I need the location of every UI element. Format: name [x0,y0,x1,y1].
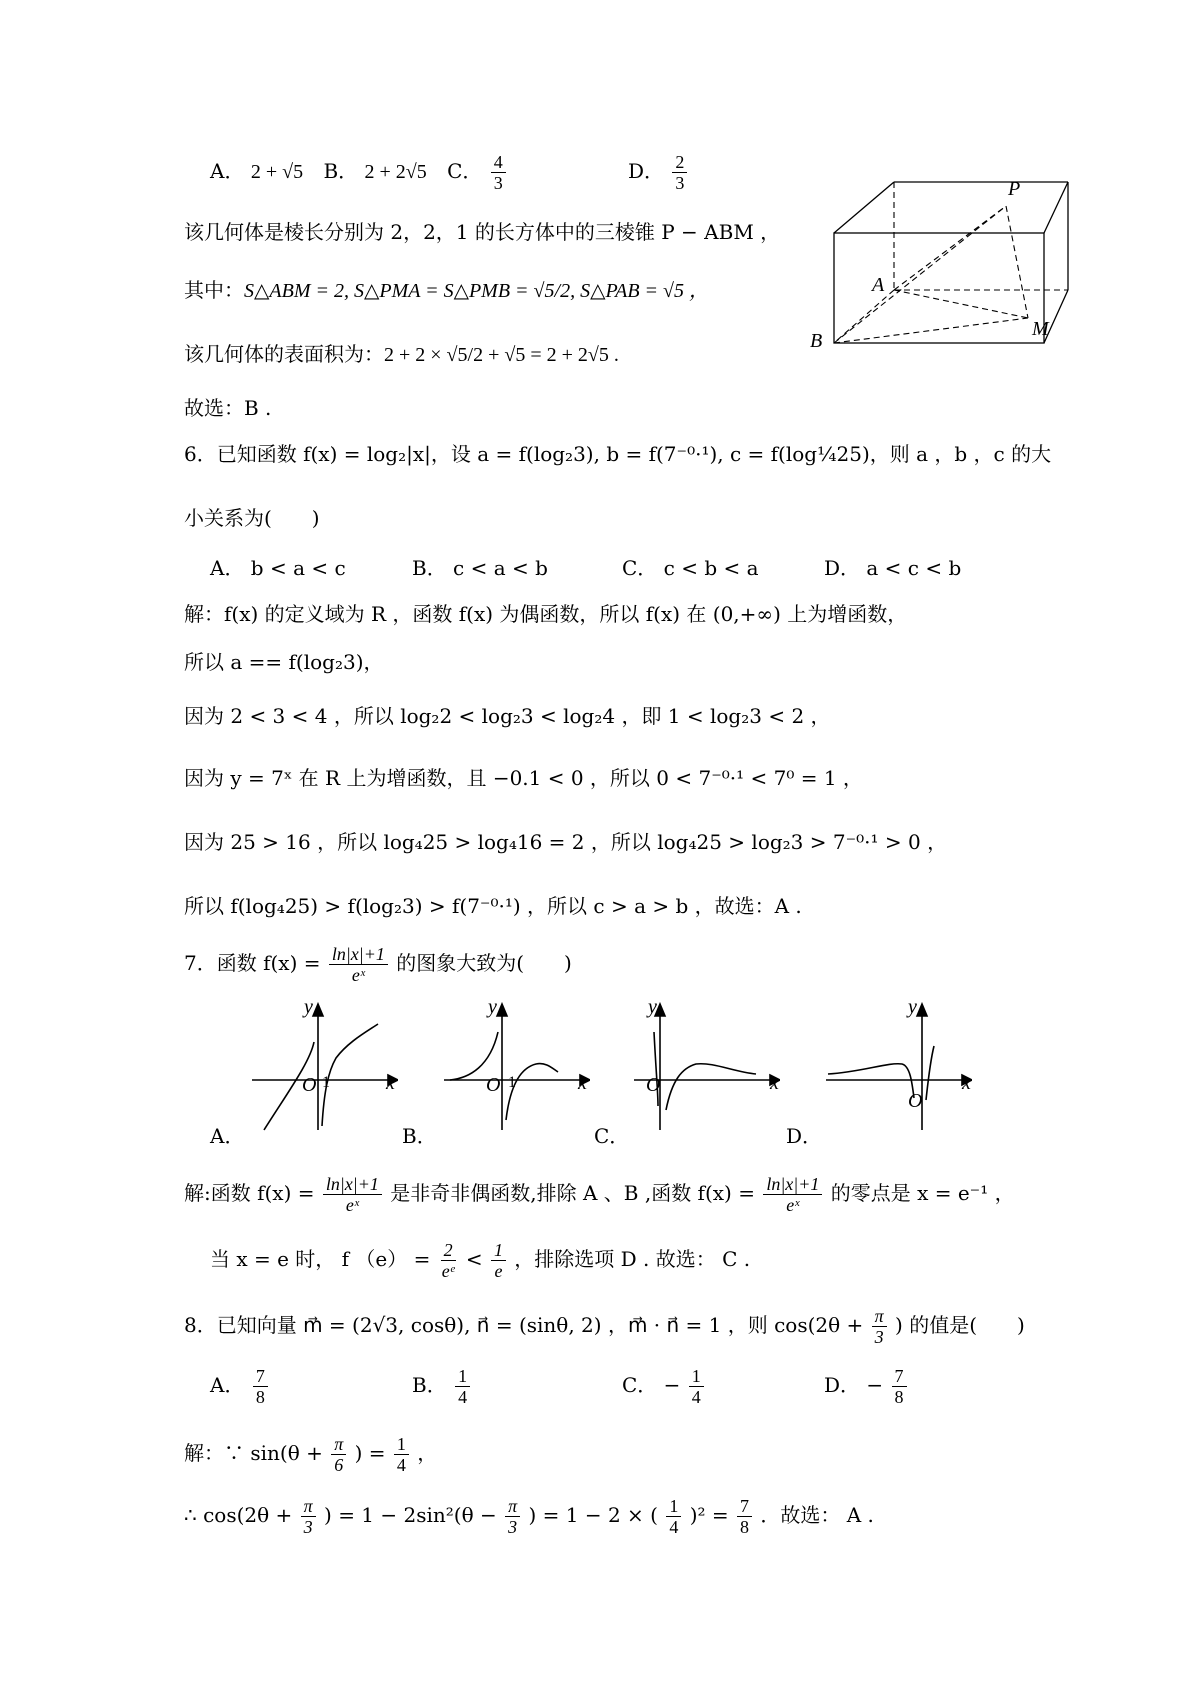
graph-b [440,1002,590,1132]
q6-stem-line-2: 小关系为( ) [184,506,320,530]
graph-c-y-label: y [648,996,657,1018]
q8-sol-frac-6: $\frac{7}{8}$ [737,1496,752,1537]
q5-options [210,152,508,193]
q8-sol-frac-5: $\frac{1}{4}$ [666,1496,681,1537]
q8-option-a: A． $\frac{7}{8}$ [210,1366,270,1407]
q8-option-c-frac: $\frac{1}{4}$ [689,1366,704,1407]
q5-solution-line-2: 其中：S△ABM = 2, S△PMA = S△PMB = √5/2, S△PAB = √5 ， [184,278,710,302]
q8-stem-frac: $\frac{\pi}{3}$ [872,1306,887,1347]
q8-solution-line-1: 解：∵ sin(θ + $\frac{\pi}{6}$ ) = $\frac{1}{4}$ ， [184,1434,438,1475]
q7-solution-line-2: 当 x = e 时， f （e） = $\frac{2}{\text{eᵉ}}$ < $\frac{1}{e}$ ，排除选项 D . 故选： C . [210,1240,751,1281]
graph-d-label: D． [786,1124,823,1148]
q8-sol-frac-1: $\frac{\pi}{6}$ [331,1434,346,1475]
q6-solution-line-2: 所以 a == f(log₂3)， [184,650,384,674]
q6-solution-line-1: 解：f(x) 的定义域为 R ，函数 f(x) 为偶函数，所以 f(x) 在 (0,+∞) 上为增函数， [184,602,908,626]
q5-option-b-label: B． [323,159,359,183]
q6-stem-line-1: 6．已知函数 f(x) = log₂|x|，设 a = f(log₂3), b = f(7⁻⁰·¹), c = f(log¼25)，则 a ，b ，c 的大 [184,442,1052,466]
q6-solution-line-4: 因为 y = 7ˣ 在 R 上为增函数，且 −0.1 < 0 ，所以 0 < 7⁻⁰·¹ < 7⁰ = 1 ， [184,766,863,790]
label-b: B [810,330,823,352]
q7-sol-frac-1: $\frac{\ln|x|+1}{\text{eˣ}}$ [323,1174,382,1215]
graph-b-label: B． [402,1124,437,1148]
q5-solution-line-3: 该几何体的表面积为：2 + 2 × √5/2 + √5 = 2 + 2√5 . [184,342,619,366]
q8-sol-frac-3: $\frac{\pi}{3}$ [301,1496,316,1537]
q8-sol-frac-4: $\frac{\pi}{3}$ [505,1496,520,1537]
graph-c-label: C． [594,1124,630,1148]
label-p: P [1008,178,1021,200]
label-m: M [1032,318,1049,340]
q6-option-b: B． c < a < b [412,556,548,580]
graph-d [822,1002,972,1132]
cuboid-svg [810,170,1070,350]
q5-option-d-label: D． [628,159,665,183]
q8-stem: 8．已知向量 m⃗ = (2√3, cosθ), n⃗ = (sinθ, 2) ，m⃗ · n⃗ = 1 ，则 cos(2θ + $\frac{\pi}{3}$ ) 的值是( ) [184,1306,1025,1347]
q8-solution-line-2: ∴ cos(2θ + $\frac{\pi}{3}$ ) = 1 − 2sin²(θ − $\frac{\pi}{3}$ ) = 1 − 2 × ( $\frac{1}{4}$ )² = $\frac{7}{8}$ ．故选： A . [184,1496,874,1537]
graph-b-one: 1 [508,1074,516,1091]
q5-option-b-value: 2 + 2√5 [364,161,427,183]
graph-d-origin: O [908,1090,923,1112]
graph-a-y-label: y [304,996,313,1018]
q5-option-d-frac: $\frac{2}{3}$ [672,152,687,193]
q8-option-c: C． − $\frac{1}{4}$ [622,1366,706,1407]
q5-option-a-value: 2 + √5 [250,161,304,183]
graph-c-x-label: x [770,1072,779,1094]
q8-sol-frac-2: $\frac{1}{4}$ [394,1434,409,1475]
q5-option-d [628,152,689,193]
q8-option-d-frac: $\frac{7}{8}$ [892,1366,907,1407]
q6-solution-line-3: 因为 2 < 3 < 4 ，所以 log₂2 < log₂3 < log₂4 ，即 1 < log₂3 < 2 ， [184,704,831,728]
q6-solution-line-5: 因为 25 > 16 ，所以 log₄25 > log₄16 = 2 ，所以 log₄25 > log₂3 > 7⁻⁰·¹ > 0 ， [184,830,948,854]
graph-a-x-label: x [386,1072,395,1094]
q6-option-d: D． a < c < b [824,556,962,580]
q6-option-c: C． c < b < a [622,556,759,580]
q7-sol-frac-3: $\frac{2}{\text{eᵉ}}$ [441,1240,455,1281]
q5-solution-line-4: 故选：B . [184,396,272,420]
graph-a [248,1002,398,1132]
q5-option-a-label: A． [210,159,245,183]
q5-option-c-label: C． [447,159,483,183]
q7-stem: 7．函数 f(x) = $\frac{\ln|x|+1}{\text{eˣ}}$ 的图象大致为( ) [184,944,572,985]
q8-option-d: D． − $\frac{7}{8}$ [824,1366,909,1407]
graph-d-y-label: y [908,996,917,1018]
cuboid-figure [810,170,1070,350]
q6-solution-line-6: 所以 f(log₄25) > f(log₂3) > f(7⁻⁰·¹) ，所以 c > a > b ，故选：A . [184,894,802,918]
q5-solution-line-1: 该几何体是棱长分别为 2，2，1 的长方体中的三棱锥 P − ABM ， [184,220,781,244]
q5-option-c-frac: $\frac{4}{3}$ [491,152,506,193]
graph-d-x-label: x [962,1072,971,1094]
q7-sol-frac-4: $\frac{1}{e}$ [491,1240,506,1281]
graph-a-one: 1 [322,1074,330,1091]
graph-a-label: A． [210,1124,245,1148]
graph-b-x-label: x [578,1072,587,1094]
q7-stem-frac: $\frac{\ln|x|+1}{\text{eˣ}}$ [329,944,388,985]
q8-option-b-frac: $\frac{1}{4}$ [455,1366,470,1407]
graph-c [630,1002,780,1132]
q6-option-a: A． b < a < c [210,556,346,580]
q8-option-b: B． $\frac{1}{4}$ [412,1366,472,1407]
graph-b-origin: O [486,1074,501,1096]
label-a: A [872,274,885,296]
q7-sol-frac-2: $\frac{\ln|x|+1}{\text{eˣ}}$ [763,1174,822,1215]
graph-b-y-label: y [488,996,497,1018]
graph-c-origin: O [646,1074,661,1096]
q7-solution-line-1: 解:函数 f(x) = $\frac{\ln|x|+1}{\text{eˣ}}$ 是非奇非偶函数,排除 A 、B ,函数 f(x) = $\frac{\ln|x|+1}{\text{eˣ}}$ 的零点是 x = e⁻¹ ， [184,1174,1015,1215]
graph-a-origin: O [302,1074,317,1096]
q8-option-a-frac: $\frac{7}{8}$ [253,1366,268,1407]
